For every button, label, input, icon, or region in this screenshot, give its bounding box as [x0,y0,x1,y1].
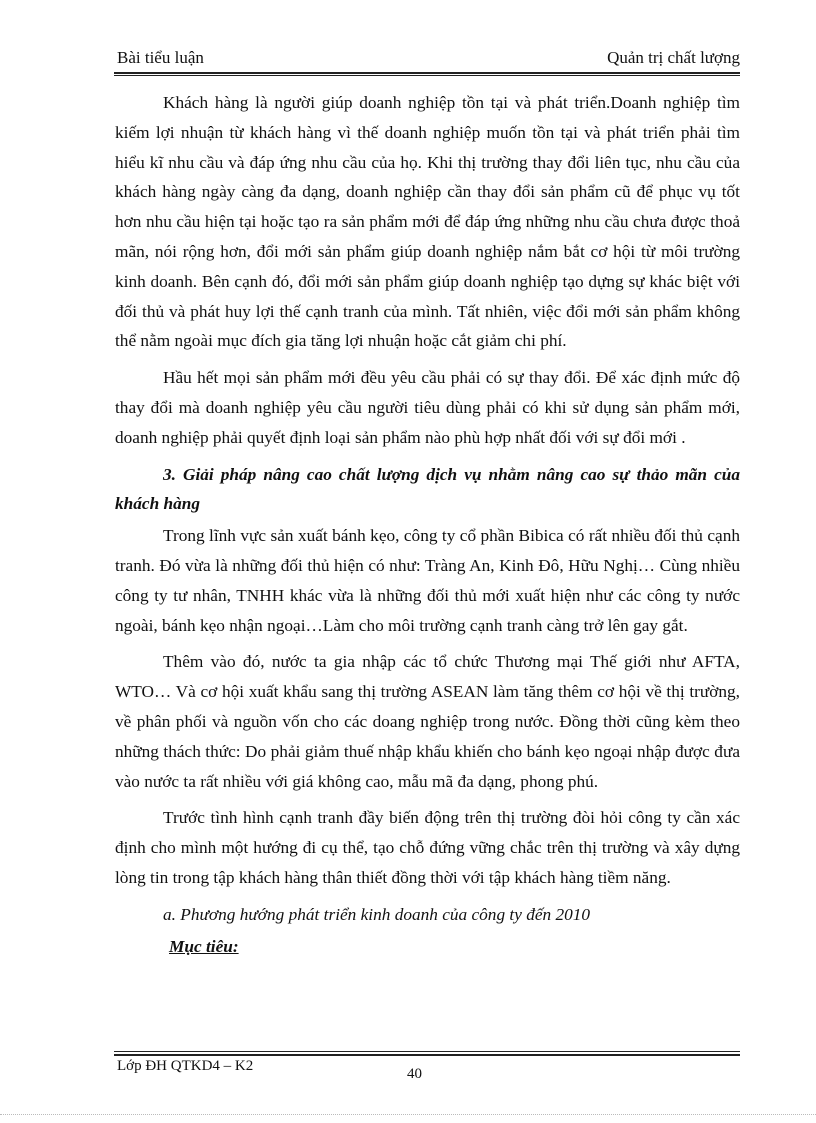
paragraph-company-direction: Trước tình hình cạnh tranh đầy biến động trên thị trường đòi hỏi công ty cần xác định cho mình một hướng đi cụ thể, tạo chỗ đứng vững chắc trên thị trường và xây dựng lòng tin trong tập khách hàng thân thiết đồng thời với tập khách hàng tiềm năng. [115,808,740,887]
page-header [117,48,740,70]
footer-rule-thin [114,1051,740,1052]
paragraph-customer-role: Khách hàng là người giúp doanh nghiệp tồn tại và phát triển.Doanh nghiệp tìm kiếm lợi nhuận từ khách hàng vì thế doanh nghiệp muốn tồn tại và phát triển phải tìm hiểu kĩ nhu cầu và đáp ứng nhu cầu của họ. Khi thị trường thay đổi liên tục, nhu cầu của khách hàng ngày càng đa dạng, doanh nghiệp cần thay đổi sản phẩm cũ để phục vụ tốt hơn nhu cầu hiện tại hoặc tạo ra sản phẩm mới để đáp ứng những nhu cầu chưa được thoả mãn, nói rộng hơn, đổi mới sản phẩm giúp doanh nghiệp nắm bắt cơ hội từ môi trường kinh doanh. Bên cạnh đó, đổi mới sản phẩm giúp doanh nghiệp tạo dựng sự khác biệt với đối thủ và phát huy lợi thế cạnh tranh của mình. Tất nhiên, việc đổi mới sản phẩm không thể nằm ngoài mục đích gia tăng lợi nhuận hoặc cắt giảm chi phí. [115,93,740,351]
paragraph-trade-integration: Thêm vào đó, nước ta gia nhập các tổ chức Thương mại Thế giới như AFTA, WTO… Và cơ hội xuất khẩu sang thị trường ASEAN làm tăng thêm cơ hội về thị trường, về phân phối và nguồn vốn cho các doang nghiệp trong nước. Đồng thời cũng kèm theo những thách thức: Do phải giảm thuế nhập khẩu khiến cho bánh kẹo ngoại nhập được đưa vào nước ta rất nhiều với giá không cao, mẫu mã đa dạng, phong phú. [115,652,740,791]
section-heading-3: 3. Giải pháp nâng cao chất lượng dịch vụ nhằm nâng cao sự thảo mãn của khách hàng [115,464,740,514]
footer-class-label: Lớp ĐH QTKD4 – K2 [117,1058,254,1074]
header-left-title: Bài tiểu luận [117,48,204,67]
header-rule-thin [114,75,740,76]
header-rule-thick [114,72,740,74]
footer-rule-thick [114,1054,740,1056]
header-right-title: Quản trị chất lượng [607,48,740,67]
page-number: 40 [407,1066,422,1082]
paragraph-competition: Trong lĩnh vực sản xuất bánh kẹo, công ty cổ phần Bibica có rất nhiều đối thủ cạnh tranh. Đó vừa là những đối thủ hiện có như: Tràng An, Kinh Đô, Hữu Nghị… Cùng nhiều công ty tư nhân, TNHH khác vừa là những đối thủ mới xuất hiện như các công ty nước ngoài, bánh kẹo nhận ngoại…Làm cho môi trường cạnh tranh càng trở lên gay gắt. [115,526,740,635]
page-bottom-dotted-line [0,1114,816,1115]
document-body [115,88,740,961]
subheading-a: a. Phương hướng phát triển kinh doanh của công ty đến 2010 [163,904,591,924]
paragraph-product-change: Hầu hết mọi sản phẩm mới đều yêu cầu phải có sự thay đổi. Để xác định mức độ thay đổi mà doanh nghiệp yêu cầu người tiêu dùng phải có khi sử dụng sản phẩm mới, doanh nghiệp phải quyết định loại sản phẩm nào phù hợp nhất đối với sự đổi mới . [115,368,740,447]
goal-label: Mục tiêu: [169,936,239,956]
